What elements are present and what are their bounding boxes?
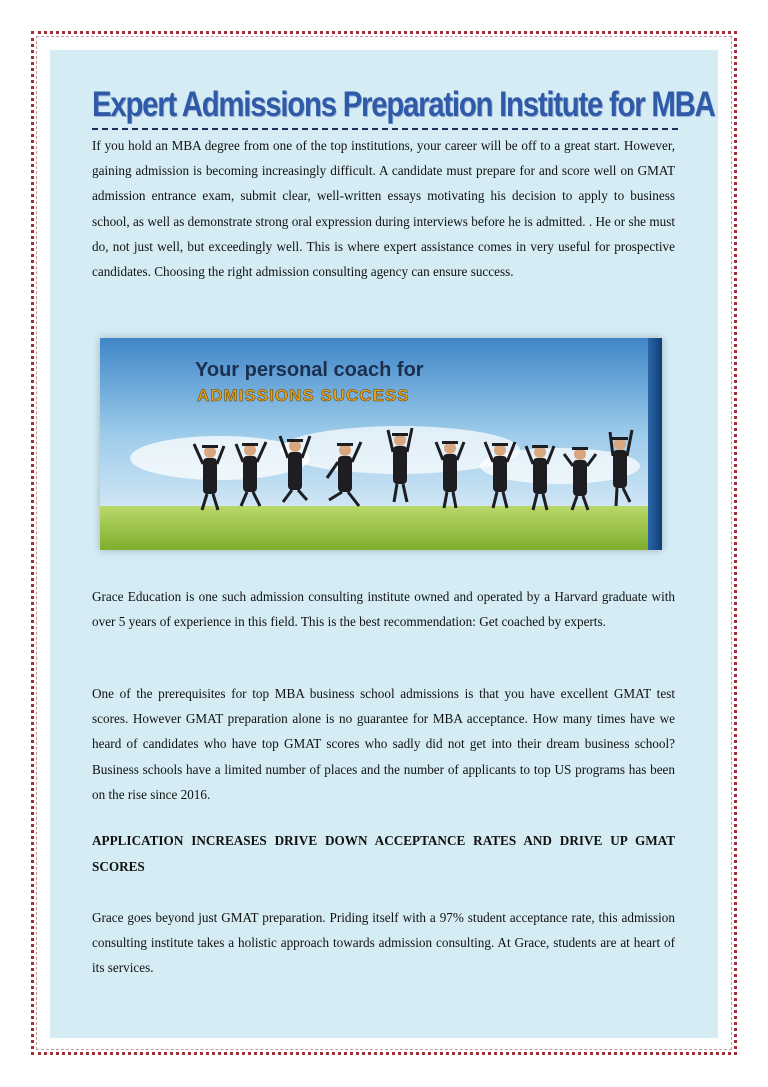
page-title: Expert Admissions Preparation Institute for MBA	[92, 85, 715, 124]
intro-paragraph: If you hold an MBA degree from one of the top institutions, your career will be off to a great start. However, gaining admission is becoming increasingly difficult. A candidate must prepare for and score well on GMAT admission entrance exam, submit clear, well-written essays motivating his decision to apply to business school, as well as demonstrate strong oral expression during interviews before he is admitted. . He or she must do, not just well, but exceedingly well. This is where expert assistance comes in very useful for prospective candidates. Choosing the right admission consulting agency can ensure success.	[92, 138, 675, 280]
section-heading: APPLICATION INCREASES DRIVE DOWN ACCEPTANCE RATES AND DRIVE UP GMAT SCORES	[92, 833, 675, 874]
grace-beyond-paragraph: Grace goes beyond just GMAT preparation. Priding itself with a 97% student acceptance rate, this admission consulting institute takes a holistic approach towards admission consulting. At Grace, students are at heart of its services.	[92, 910, 675, 976]
grace-education-paragraph: Grace Education is one such admission consulting institute owned and operated by a Harvard graduate with over 5 years of experience in this field. This is the best recommendation: Get coached by experts.	[92, 589, 675, 630]
title-divider	[92, 128, 678, 130]
admissions-banner-image	[100, 338, 662, 550]
banner-line2: ADMISSIONS SUCCESS	[197, 386, 410, 405]
gmat-prerequisites-paragraph: One of the prerequisites for top MBA business school admissions is that you have excellent GMAT test scores. However GMAT preparation alone is no guarantee for MBA acceptance. How many times have we heard of candidates who have top GMAT scores who sadly did not get into their dream business school? Business schools have a limited number of places and the number of applicants to top US programs has been on the rise since 2016.	[92, 686, 675, 802]
banner-line1: Your personal coach for	[195, 359, 424, 381]
